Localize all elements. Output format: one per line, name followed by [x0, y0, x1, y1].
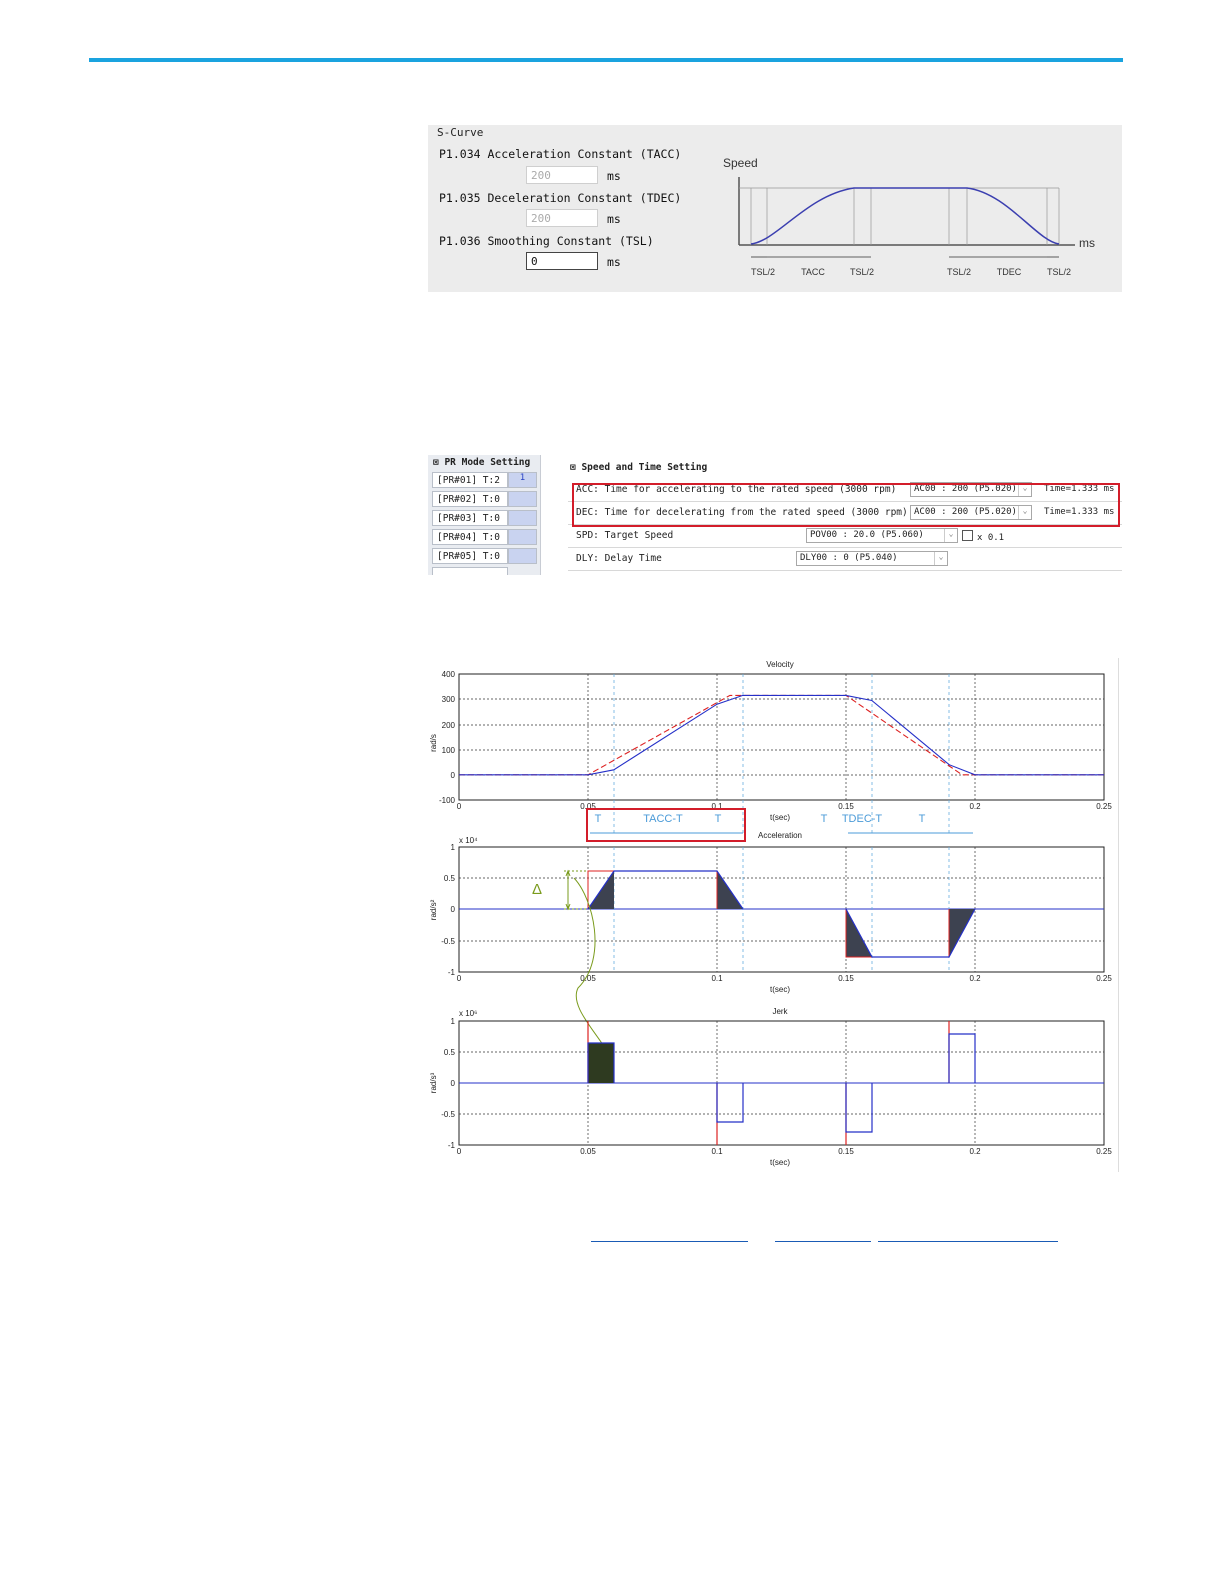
a-ytick-neg1: -1 — [447, 968, 455, 977]
ann-t3: T — [820, 813, 828, 825]
accel-red — [588, 871, 949, 957]
speed-axis-label: Speed — [723, 156, 758, 170]
tdec-input[interactable]: 200 — [526, 209, 598, 227]
tacc-label: P1.034 Acceleration Constant (TACC) — [439, 147, 682, 161]
dec-select[interactable]: AC00 : 200 (P5.020) ⌄ — [910, 505, 1032, 520]
spd-select[interactable]: POV00 : 20.0 (P5.060) ⌄ — [806, 528, 958, 543]
dec-label: DEC: Time for decelerating from the rated speed (3000 rpm) — [576, 507, 908, 518]
j-xtick-02: 0.2 — [969, 1147, 981, 1156]
s-curve-line — [751, 188, 1059, 244]
j-xtick-025: 0.25 — [1096, 1147, 1112, 1156]
pr-cell[interactable] — [508, 548, 537, 564]
s-curve-panel — [428, 125, 1122, 292]
acc-time: Time=1.333 ms — [1044, 484, 1115, 494]
motion-profile-plots — [428, 658, 1119, 1172]
pr-row-06[interactable] — [432, 567, 508, 575]
a-xtick-0: 0 — [456, 974, 462, 983]
jerk-exponent: x 10⁶ — [459, 1009, 478, 1018]
seg-tsl-3: TSL/2 — [946, 267, 972, 277]
collapse-icon[interactable]: ⊠ — [570, 462, 582, 473]
v-xtick-01: 0.1 — [711, 802, 723, 811]
v-xtick-0: 0 — [456, 802, 462, 811]
spd-row — [568, 525, 1122, 548]
v-xlabel: t(sec) — [770, 813, 790, 822]
dly-label: DLY: Delay Time — [576, 553, 662, 564]
j-ytick-05: 0.5 — [443, 1048, 455, 1057]
j-ytick-neg05: -0.5 — [441, 1110, 455, 1119]
seg-tsl-2: TSL/2 — [849, 267, 875, 277]
v-ytick-0: 0 — [450, 771, 455, 780]
speed-time-setting — [568, 459, 1122, 575]
velocity-frame — [459, 674, 1104, 800]
a-xlabel: t(sec) — [770, 985, 790, 994]
speed-time-title: ⊠ Speed and Time Setting — [570, 462, 708, 473]
chevron-down-icon: ⌄ — [944, 529, 957, 542]
link-2[interactable] — [775, 1229, 871, 1242]
velocity-series-red — [459, 695, 1104, 774]
velocity-title: Velocity — [766, 660, 794, 669]
a-xtick-02: 0.2 — [969, 974, 981, 983]
link-1[interactable] — [591, 1229, 748, 1242]
ann-tacc: TACC-T — [643, 813, 683, 825]
a-xtick-025: 0.25 — [1096, 974, 1112, 983]
tsl-input[interactable]: 0 — [526, 252, 598, 270]
seg-tsl-1: TSL/2 — [750, 267, 776, 277]
accel-exponent: x 10⁴ — [459, 836, 478, 845]
pr-cell[interactable] — [508, 529, 537, 545]
dly-select[interactable]: DLY00 : 0 (P5.040) ⌄ — [796, 551, 948, 566]
a-xtick-015: 0.15 — [838, 974, 854, 983]
ann-t2: T — [714, 813, 722, 825]
acc-select[interactable]: AC00 : 200 (P5.020) ⌄ — [910, 482, 1032, 497]
a-ytick-05: 0.5 — [443, 874, 455, 883]
spd-scale: x 0.1 — [962, 530, 1004, 543]
pr-row-01[interactable]: [PR#01] T:2 — [432, 472, 508, 488]
spd-label: SPD: Target Speed — [576, 530, 674, 541]
pr-mode-title: ⊠ PR Mode Setting — [433, 457, 531, 468]
link-3[interactable] — [878, 1229, 1058, 1242]
chevron-down-icon: ⌄ — [934, 552, 947, 565]
tdec-label: P1.035 Deceleration Constant (TDEC) — [439, 191, 682, 205]
j-xlabel: t(sec) — [770, 1158, 790, 1167]
j-ytick-1: 1 — [450, 1017, 455, 1026]
v-ytick-300: 300 — [441, 695, 455, 704]
v-ytick-400: 400 — [441, 670, 455, 679]
accel-blue — [588, 871, 975, 957]
chevron-down-icon: ⌄ — [1018, 506, 1031, 519]
a-ylabel: rad/s² — [429, 899, 438, 921]
v-ytick-neg100: -100 — [438, 796, 455, 805]
a-ytick-0: 0 — [450, 905, 455, 914]
j-ytick-0: 0 — [450, 1079, 455, 1088]
pr-row-03[interactable]: [PR#03] T:0 — [432, 510, 508, 526]
acc-label: ACC: Time for accelerating to the rated speed (3000 rpm) — [576, 484, 897, 495]
pr-row-04[interactable]: [PR#04] T:0 — [432, 529, 508, 545]
pr-mode-panel — [428, 455, 1122, 575]
ann-tdec: TDEC-T — [841, 813, 883, 825]
a-xtick-005: 0.05 — [580, 974, 596, 983]
ms-axis-label: ms — [1079, 236, 1095, 250]
j-xtick-015: 0.15 — [838, 1147, 854, 1156]
v-ytick-100: 100 — [441, 746, 455, 755]
delta-label: Δ — [532, 881, 543, 898]
seg-tacc: TACC — [801, 267, 825, 277]
v-xtick-015: 0.15 — [838, 802, 854, 811]
ann-t4: T — [918, 813, 926, 825]
dly-row — [568, 548, 1122, 571]
a-ytick-neg05: -0.5 — [441, 937, 455, 946]
v-ytick-200: 200 — [441, 721, 455, 730]
chevron-down-icon: ⌄ — [1018, 483, 1031, 496]
dec-time: Time=1.333 ms — [1044, 507, 1115, 517]
tsl-label: P1.036 Smoothing Constant (TSL) — [439, 234, 654, 248]
v-xtick-005: 0.05 — [580, 802, 596, 811]
acceleration-title: Acceleration — [757, 831, 803, 840]
j-ylabel: rad/s³ — [429, 1072, 438, 1094]
j-xtick-0: 0 — [456, 1147, 462, 1156]
collapse-icon[interactable]: ⊠ — [433, 457, 445, 468]
pr-row-02[interactable]: [PR#02] T:0 — [432, 491, 508, 507]
tsl-unit: ms — [607, 255, 621, 269]
s-curve-diagram — [717, 155, 1107, 285]
acc-dec-highlight — [572, 483, 1120, 527]
pr-cell[interactable] — [508, 491, 537, 507]
pr-mode-list — [428, 455, 541, 575]
tacc-unit: ms — [607, 169, 621, 183]
tacc-input[interactable]: 200 — [526, 166, 598, 184]
j-ytick-neg1: -1 — [447, 1141, 455, 1150]
scale-checkbox[interactable] — [962, 530, 973, 541]
a-xtick-01: 0.1 — [711, 974, 723, 983]
s-curve-title: S-Curve — [437, 126, 484, 139]
motion-plots-svg — [428, 658, 1118, 1172]
ann-t1: T — [594, 813, 602, 825]
a-ytick-1: 1 — [450, 843, 455, 852]
seg-tdec: TDEC — [996, 267, 1022, 277]
pr-cell-selected[interactable]: 1 — [508, 472, 537, 488]
tdec-unit: ms — [607, 212, 621, 226]
header-rule — [89, 58, 1123, 62]
v-xtick-025: 0.25 — [1096, 802, 1112, 811]
j-xtick-01: 0.1 — [711, 1147, 723, 1156]
velocity-series-blue — [459, 695, 1104, 774]
seg-tsl-4: TSL/2 — [1046, 267, 1072, 277]
pr-row-05[interactable]: [PR#05] T:0 — [432, 548, 508, 564]
v-ylabel: rad/s — [429, 734, 438, 752]
pr-cell[interactable] — [508, 510, 537, 526]
jerk-fill — [588, 1043, 614, 1083]
v-xtick-02: 0.2 — [969, 802, 981, 811]
j-xtick-005: 0.05 — [580, 1147, 596, 1156]
jerk-title: Jerk — [772, 1007, 788, 1016]
